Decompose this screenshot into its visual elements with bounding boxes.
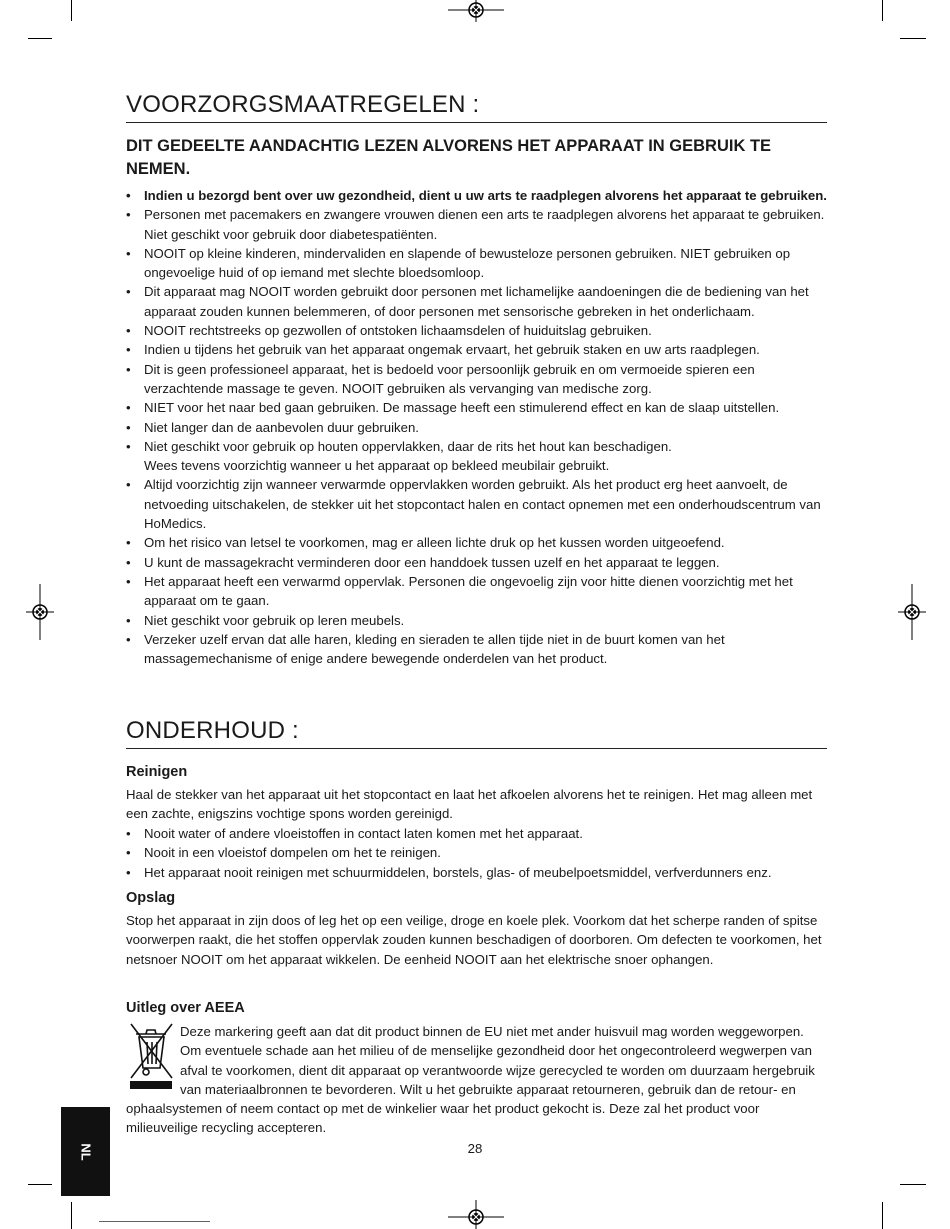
list-item: • U kunt de massagekracht verminderen door een handdoek tussen uzelf en het apparaat te leggen. <box>126 553 831 572</box>
crossed-out-wheelie-bin-icon <box>126 1020 180 1096</box>
precautions-title: VOORZORGSMAATREGELEN : <box>126 90 827 123</box>
registration-mark-icon <box>448 1200 504 1229</box>
crop-mark <box>28 38 52 39</box>
list-item: • Het apparaat heeft een verwarmd oppervlak. Personen die ongevoelig zijn voor hitte dienen voorzichtig met het apparaat om te gaan. <box>126 572 831 611</box>
cleaning-text: Haal de stekker van het apparaat uit het stopcontact en laat het afkoelen alvorens het te reinigen. Het mag alleen met een zachte, enigszins vochtige spons worden gereinigd. <box>126 787 813 822</box>
weee-block <box>126 1022 828 1138</box>
cleaning-heading: Reinigen <box>126 764 188 780</box>
list-item: • Nooit in een vloeistof dompelen om het te reinigen. <box>126 843 831 862</box>
weee-heading: Uitleg over AEEA <box>126 1000 245 1016</box>
list-item-text-continued: Wees tevens voorzichtig wanneer u het apparaat op bekleed meubilair gebruikt. <box>144 458 610 474</box>
registration-mark-icon <box>898 584 926 640</box>
registration-mark-icon <box>448 0 504 22</box>
crop-mark <box>900 38 926 39</box>
cleaning-list <box>126 824 831 882</box>
list-item: • NOOIT rechtstreeks op gezwollen of ontstoken lichaamsdelen of huiduitslag gebruiken. <box>126 321 831 340</box>
crop-mark <box>882 0 883 21</box>
page-number: 28 <box>467 1141 483 1156</box>
weee-text: Deze markering geeft aan dat dit product binnen de EU niet met ander huisvuil mag worden weggeworpen. Om eventuele schade aan het milieu of de menselijke gezondheid door het ongecontroleerd wegwerpen van afval te voorkomen, dient dit apparaat op verantwoorde wijze gerecycled te worden om duurzaam hergebruik van materiaalbronnen te bevorderen. Wilt u het gebruikte apparaat retourneren, gebruik dan de retour- en ophaalsystemen of neem contact op met de winkelier waar het product gekocht is. Deze zal het product voor milieuveilige recycling accepteren. <box>126 1024 815 1136</box>
list-item: • Verzeker uzelf ervan dat alle haren, kleding en sieraden te allen tijde niet in de buurt komen van het massagemechanisme of enige andere bewegende onderdelen van het product. <box>126 630 831 669</box>
maintenance-title: ONDERHOUD : <box>126 716 827 749</box>
list-item-text: Niet geschikt voor gebruik op houten oppervlakken, daar de rits het hout kan beschadigen. <box>144 438 672 454</box>
registration-mark-icon <box>26 584 54 640</box>
precautions-list <box>126 186 831 668</box>
list-item: • Niet langer dan de aanbevolen duur gebruiken. <box>126 418 831 437</box>
list-item: • Niet geschikt voor gebruik op leren meubels. <box>126 611 831 630</box>
crop-mark <box>71 0 72 21</box>
divider <box>99 1221 210 1222</box>
crop-mark <box>882 1202 883 1229</box>
list-item: • Personen met pacemakers en zwangere vrouwen dienen een arts te raadplegen alvorens het apparaat te gebruiken. Niet geschikt voor gebruik door diabetespatiënten. <box>126 205 831 244</box>
crop-mark <box>71 1202 72 1229</box>
list-item: • Het apparaat nooit reinigen met schuurmiddelen, borstels, glas- of meubelpoetsmiddel, verfverdunners enz. <box>126 863 831 882</box>
list-item: • NOOIT op kleine kinderen, mindervaliden en slapende of bewusteloze personen gebruiken. NIET gebruiken op ongevoelige huid of op iemand met slechte bloedsomloop. <box>126 244 831 283</box>
crop-mark <box>28 1184 52 1185</box>
list-item: • Indien u tijdens het gebruik van het apparaat ongemak ervaart, het gebruik staken en uw arts raadplegen. <box>126 340 831 359</box>
list-item: • Nooit water of andere vloeistoffen in contact laten komen met het apparaat. <box>126 824 831 843</box>
list-item <box>126 437 831 476</box>
storage-heading: Opslag <box>126 890 176 906</box>
list-item: • Dit apparaat mag NOOIT worden gebruikt door personen met lichamelijke aandoeningen die de bediening van het apparaat zouden kunnen belemmeren, of door personen met sensorische gebreken in het onderlichaam. <box>126 282 831 321</box>
language-tab-label: NL <box>78 1142 93 1161</box>
list-item: • Om het risico van letsel te voorkomen, mag er alleen lichte druk op het kussen worden uitgeoefend. <box>126 533 831 552</box>
precautions-subtitle: DIT GEDEELTE AANDACHTIG LEZEN ALVORENS HET APPARAAT IN GEBRUIK TE NEMEN. <box>126 137 772 178</box>
list-item: • NIET voor het naar bed gaan gebruiken. De massage heeft een stimulerend effect en kan de slaap uitstellen. <box>126 398 831 417</box>
list-item: • Indien u bezorgd bent over uw gezondheid, dient u uw arts te raadplegen alvorens het apparaat te gebruiken. <box>126 186 831 205</box>
list-item: • Altijd voorzichtig zijn wanneer verwarmde oppervlakken worden gebruikt. Als het product erg heet aanvoelt, de netvoeding uitschakelen, de stekker uit het stopcontact halen en contact opnemen met een onderhoudscentrum van HoMedics. <box>126 475 831 533</box>
crop-mark <box>900 1184 926 1185</box>
list-item: • Dit is geen professioneel apparaat, het is bedoeld voor persoonlijk gebruik en om vermoeide spieren een verzachtende massage te geven. NOOIT gebruiken als vervanging van medische zorg. <box>126 360 831 399</box>
storage-text: Stop het apparaat in zijn doos of leg het op een veilige, droge en koele plek. Voorkom dat het scherpe randen of spitse voorwerpen raakt, die het stoffen oppervlak zouden kunnen beschadigen of doorboren. Om defecten te voorkomen, het netsnoer NOOIT om het apparaat wikkelen. De eenheid NOOIT aan het elektrische snoer ophangen. <box>126 913 822 967</box>
